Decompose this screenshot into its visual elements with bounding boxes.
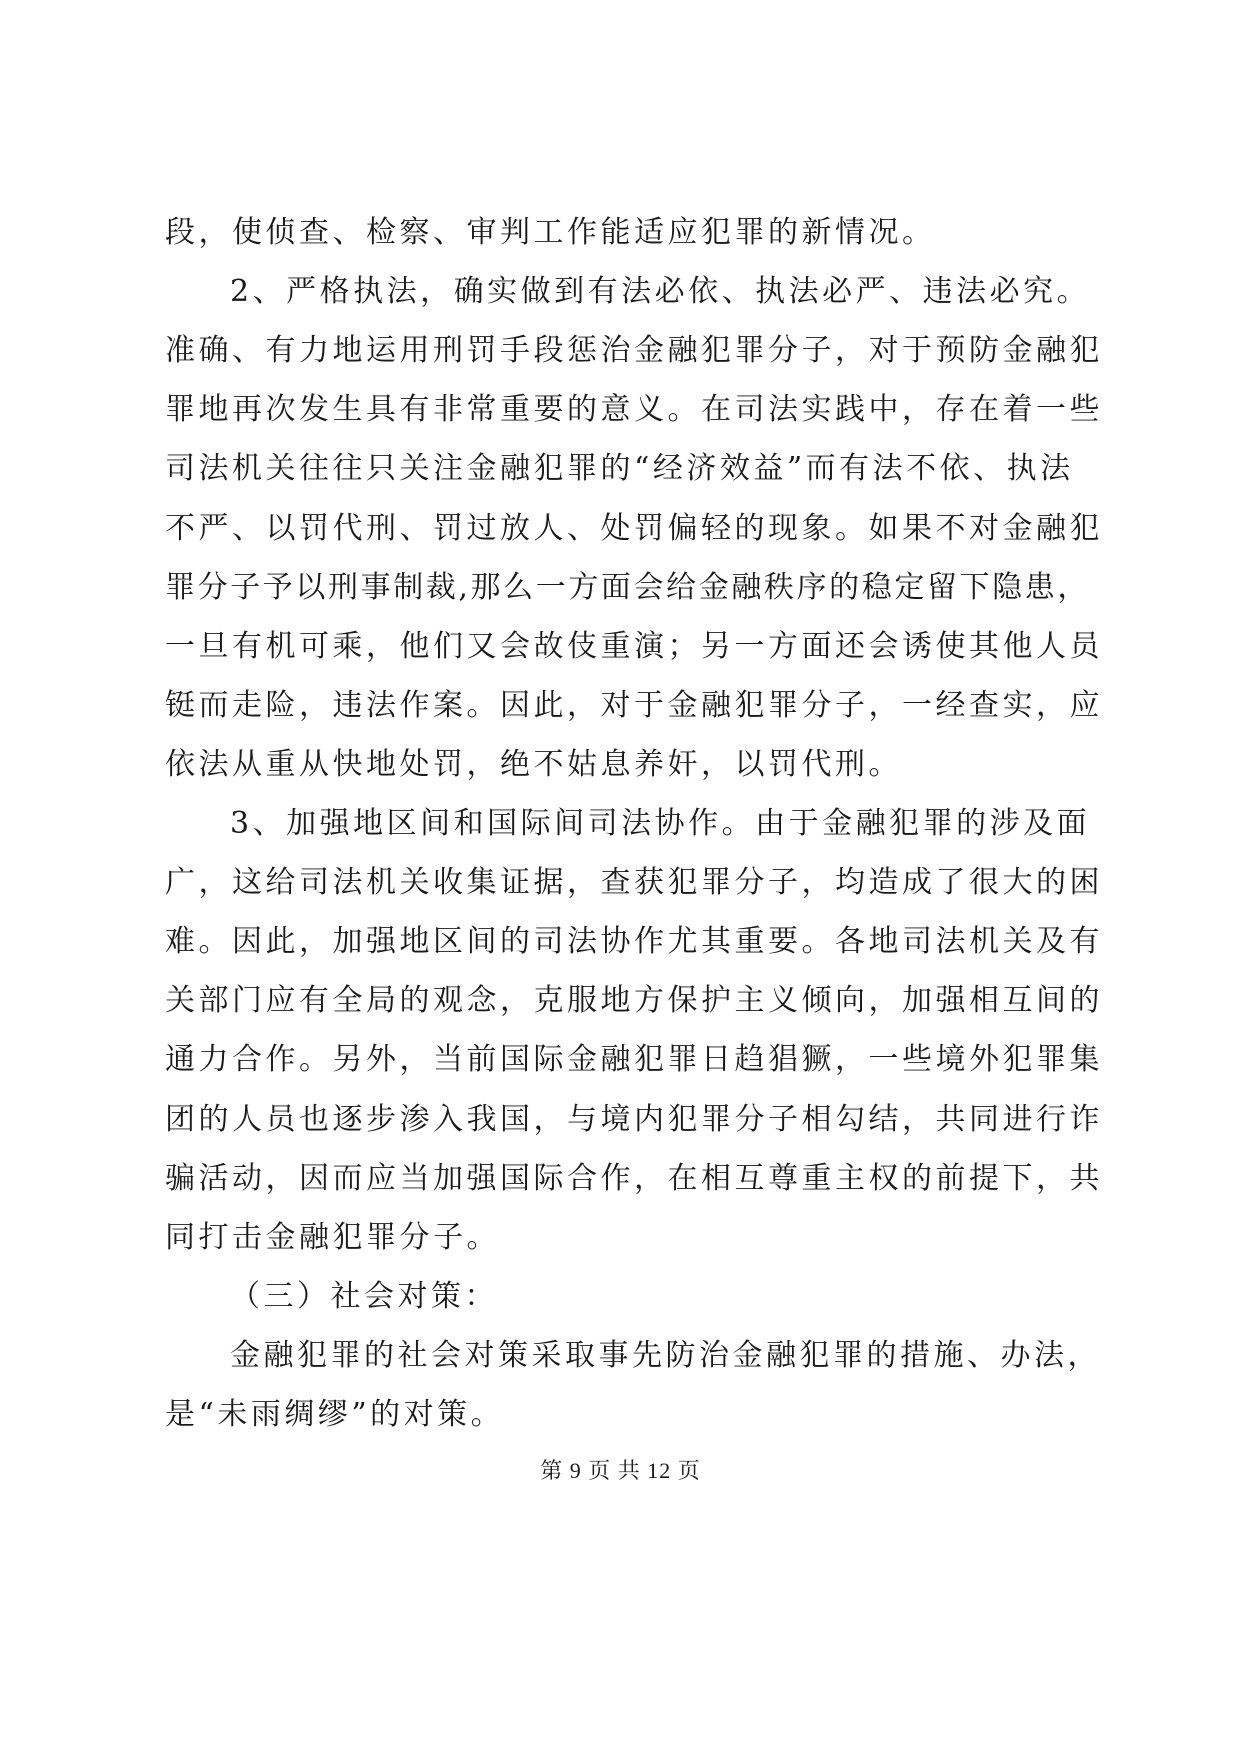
text-line: 一旦有机可乘，他们又会故伎重演；另一方面还会诱使其他人员: [165, 629, 1103, 664]
text-line: 团的人员也逐步渗入我国，与境内犯罪分子相勾结，共同进行诈: [165, 1102, 1103, 1137]
page-number-footer: 第 9 页 共 12 页: [540, 1458, 701, 1483]
text-line: 是“未雨绸缪”的对策。: [165, 1397, 505, 1432]
text-line: 关部门应有全局的观念，克服地方保护主义倾向，加强相互间的: [165, 983, 1103, 1018]
text-line: 3、加强地区间和国际间司法协作。由于金融犯罪的涉及面: [230, 806, 1091, 841]
text-line: 同打击金融犯罪分子。: [165, 1220, 500, 1255]
text-line: 依法从重从快地处罚，绝不姑息养奸，以罚代刑。: [165, 747, 902, 782]
text-line: 骗活动，因而应当加强国际合作，在相互尊重主权的前提下，共: [165, 1161, 1103, 1196]
text-line: 难。因此，加强地区间的司法协作尤其重要。各地司法机关及有: [165, 924, 1103, 959]
text-line: 通力合作。另外，当前国际金融犯罪日趋猖獗，一些境外犯罪集: [165, 1042, 1103, 1077]
text-line: 广，这给司法机关收集证据，查获犯罪分子，均造成了很大的困: [165, 865, 1103, 900]
text-line: 准确、有力地运用刑罚手段惩治金融犯罪分子，对于预防金融犯: [165, 333, 1103, 368]
text-line: 罪地再次发生具有非常重要的意义。在司法实践中，存在着一些: [165, 392, 1103, 427]
section-heading: （三）社会对策：: [230, 1279, 498, 1314]
text-line: 司法机关往往只关注金融犯罪的“经济效益”而有法不依、执法: [165, 451, 1074, 486]
text-line: 金融犯罪的社会对策采取事先防治金融犯罪的措施、办法，: [230, 1338, 1101, 1373]
text-line: 不严、以罚代刑、罚过放人、处罚偏轻的现象。如果不对金融犯: [165, 511, 1103, 546]
text-line: 段，使侦查、检察、审判工作能适应犯罪的新情况。: [165, 215, 936, 250]
text-line: 2、严格执法，确实做到有法必依、执法必严、违法必究。: [230, 274, 1091, 309]
text-line: 罪分子予以刑事制裁,那么一方面会给金融秩序的稳定留下隐患，: [165, 570, 1090, 605]
text-line: 铤而走险，违法作案。因此，对于金融犯罪分子，一经查实，应: [165, 688, 1103, 723]
